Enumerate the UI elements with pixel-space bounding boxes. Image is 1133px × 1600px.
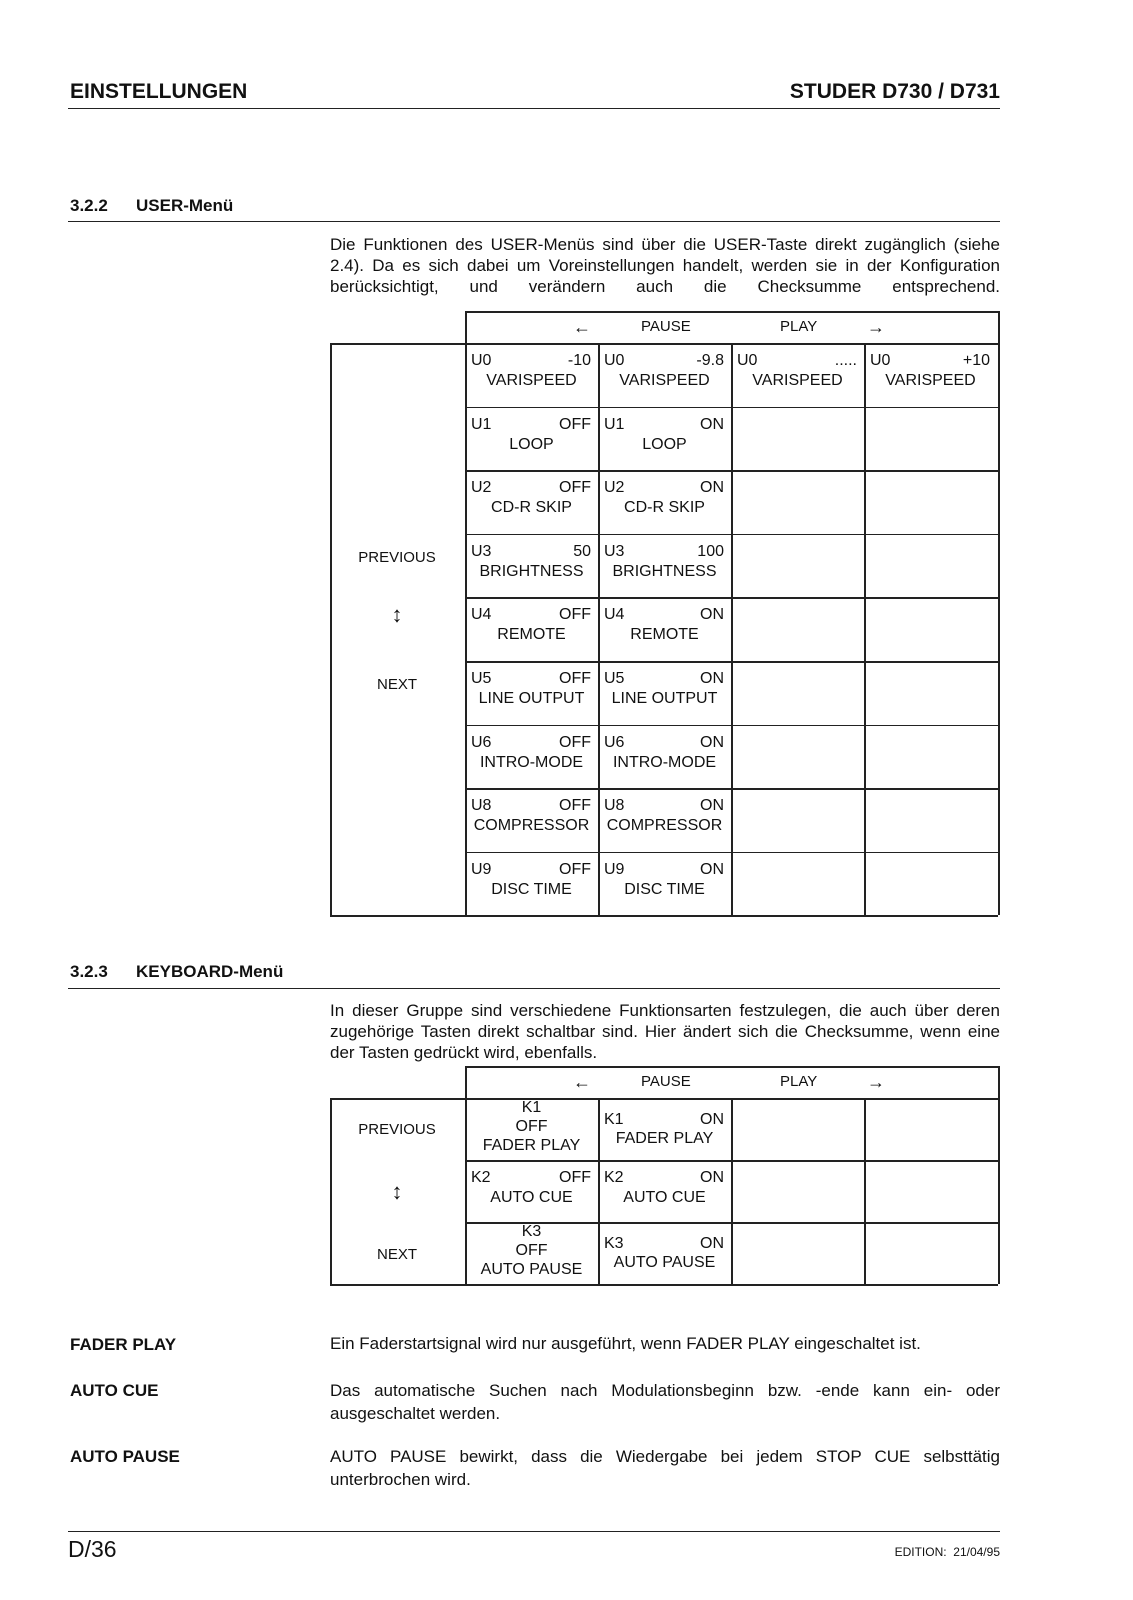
cell-value: ON — [700, 670, 724, 687]
definition-text-auto-pause: AUTO PAUSE bewirkt, dass die Wiedergabe bei jedem STOP CUE selbsttätig unterbrochen wird. — [330, 1447, 1000, 1489]
keyboard-nav-left-arrow: ← — [573, 1072, 591, 1092]
cell-value: OFF — [515, 1242, 548, 1259]
user-nav-pause-label: PAUSE — [641, 318, 691, 335]
definition-term-fader-play: FADER PLAY — [70, 1335, 177, 1354]
cell-function-name: COMPRESSOR — [606, 817, 723, 835]
header-left-title: EINSTELLUNGEN — [70, 80, 248, 103]
cell-function-name: AUTO PAUSE — [613, 1254, 716, 1271]
cell-code: K3 — [604, 1235, 624, 1252]
cell-value: OFF — [559, 860, 591, 878]
keyboard-table-bottom-border — [330, 1284, 998, 1286]
section-title-user: USER-Menü — [136, 196, 234, 215]
cell-value: +10 — [962, 352, 990, 369]
cell-code: U2 — [471, 479, 492, 497]
cell-function-name: BRIGHTNESS — [479, 562, 584, 580]
cell-code: K3 — [521, 1223, 542, 1240]
cell-code: U4 — [471, 606, 492, 624]
cell-code: U0 — [737, 352, 758, 369]
keyboard-header-top-border — [465, 1066, 998, 1068]
user-nav-play-label: PLAY — [780, 318, 818, 335]
keyboard-next-label: NEXT — [376, 1246, 417, 1263]
cell-function-name: BRIGHTNESS — [612, 562, 717, 580]
keyboard-on-cell — [598, 1222, 731, 1284]
cell-value: OFF — [559, 733, 591, 751]
cell-function-name: INTRO-MODE — [612, 753, 717, 771]
keyboard-updown-arrow-icon: ↕ — [391, 1179, 403, 1204]
cell-code: U2 — [604, 479, 625, 497]
cell-code: U8 — [604, 797, 625, 815]
cell-function-name: DISC TIME — [624, 880, 705, 898]
keyboard-on-cell — [598, 1160, 731, 1222]
cell-function-name: VARISPEED — [619, 372, 710, 389]
cell-code: U6 — [471, 733, 492, 751]
cell-code: U3 — [604, 542, 625, 560]
user-updown-arrow-icon: ↕ — [391, 602, 403, 627]
cell-function-name: FADER PLAY — [482, 1137, 581, 1154]
section-number-keyboard: 3.2.3 — [70, 962, 108, 981]
cell-value: 100 — [697, 542, 724, 560]
cell-value: ON — [700, 1235, 724, 1252]
cell-function-name: LINE OUTPUT — [611, 690, 718, 707]
user-nav-left-arrow: ← — [573, 317, 591, 337]
keyboard-intro-paragraph: In dieser Gruppe sind verschiedene Funktionsarten festzulegen, die auch über deren zugehörige Tasten direkt schaltbar sind. Hier ändert sich die Checksumme, wenn eine der Tasten gedrückt wird, ebenfalls. — [330, 1001, 1000, 1062]
cell-code: U1 — [604, 415, 625, 433]
cell-function-name: LOOP — [642, 435, 687, 453]
user-nav-right-arrow: → — [867, 317, 885, 337]
keyboard-off-cell — [465, 1222, 598, 1284]
cell-value: ON — [700, 606, 724, 624]
keyboard-nav-right-arrow: → — [867, 1072, 885, 1092]
cell-value: ON — [700, 479, 724, 497]
cell-function-name: COMPRESSOR — [473, 817, 590, 835]
cell-value: ON — [700, 733, 724, 751]
cell-value: OFF — [559, 797, 591, 815]
definition-text-auto-cue: Das automatische Suchen nach Modulationsbeginn bzw. -ende kann ein- oder ausgeschaltet werden. — [330, 1381, 1000, 1423]
cell-function-name: DISC TIME — [491, 880, 572, 898]
cell-value: OFF — [515, 1118, 548, 1135]
cell-code: K2 — [604, 1169, 624, 1186]
keyboard-nav-play-label: PLAY — [780, 1073, 818, 1090]
cell-function-name: FADER PLAY — [615, 1130, 714, 1147]
cell-value: ..... — [834, 352, 857, 369]
cell-code: U0 — [870, 352, 891, 369]
cell-function-name: AUTO CUE — [623, 1189, 706, 1206]
footer-edition — [895, 1545, 1000, 1559]
cell-function-name: LINE OUTPUT — [478, 690, 585, 707]
cell-value: OFF — [559, 606, 591, 624]
keyboard-nav-pause-label: PAUSE — [641, 1073, 691, 1090]
cell-function-name: AUTO PAUSE — [480, 1261, 583, 1278]
user-next-label: NEXT — [376, 676, 417, 693]
user-intro-paragraph: Die Funktionen des USER-Menüs sind über die USER-Taste direkt zugänglich (siehe 2.4). Da es sich dabei um Voreinstellungen handelt, werden sie in der Konfiguration berücksichtigt, und verändern auch die Checksumme entsprechend. — [330, 235, 1000, 296]
cell-function-name: LOOP — [509, 435, 554, 453]
cell-value: ON — [700, 415, 724, 433]
header-right-title: STUDER D730 / D731 — [789, 80, 1000, 103]
cell-function-name: VARISPEED — [752, 372, 843, 389]
user-previous-label: PREVIOUS — [358, 549, 436, 566]
cell-value: ON — [700, 1169, 724, 1186]
cell-code: U3 — [471, 542, 492, 560]
cell-code: U0 — [604, 352, 625, 369]
footer-page-number: D/36 — [68, 1536, 117, 1562]
cell-code: U6 — [604, 733, 625, 751]
cell-code: U5 — [471, 670, 492, 687]
cell-function-name: INTRO-MODE — [479, 753, 584, 771]
definition-term-auto-pause: AUTO PAUSE — [70, 1447, 180, 1466]
keyboard-on-cell — [598, 1098, 731, 1160]
footer-edition-label: EDITION: — [894, 1545, 947, 1559]
cell-value: ON — [700, 860, 724, 878]
cell-value: OFF — [559, 415, 591, 433]
cell-function-name: VARISPEED — [885, 372, 976, 389]
cell-code: U5 — [604, 670, 625, 687]
cell-function-name: REMOTE — [630, 626, 699, 644]
table-vline — [864, 1098, 866, 1284]
cell-value: 50 — [573, 542, 591, 560]
keyboard-table-right-border — [998, 1098, 1000, 1284]
table-vline — [731, 1098, 733, 1284]
cell-function-name: VARISPEED — [486, 372, 577, 389]
cell-function-name: AUTO CUE — [490, 1189, 573, 1206]
footer-rule — [68, 1531, 1000, 1532]
table-vline — [998, 1066, 1000, 1098]
cell-value: OFF — [559, 1169, 591, 1186]
definition-text-fader-play: Ein Faderstartsignal wird nur ausgeführt, wenn FADER PLAY eingeschaltet ist. — [330, 1334, 921, 1353]
keyboard-off-cell — [465, 1098, 598, 1160]
keyboard-previous-label: PREVIOUS — [358, 1121, 436, 1138]
cell-value: -10 — [567, 352, 591, 369]
footer-edition-date: 21/04/95 — [953, 1545, 1000, 1559]
cell-code: U8 — [471, 797, 492, 815]
cell-value: ON — [700, 1111, 724, 1128]
cell-value: -9.8 — [696, 352, 724, 369]
cell-code: K1 — [604, 1111, 624, 1128]
cell-function-name: CD-R SKIP — [491, 499, 572, 517]
definition-term-auto-cue: AUTO CUE — [70, 1381, 159, 1400]
cell-value: OFF — [559, 670, 591, 687]
cell-code: K2 — [471, 1169, 491, 1186]
cell-code: U9 — [604, 860, 625, 878]
cell-function-name: CD-R SKIP — [624, 499, 705, 517]
cell-function-name: REMOTE — [497, 626, 566, 644]
section-number-user: 3.2.2 — [70, 196, 108, 215]
cell-value: ON — [700, 797, 724, 815]
keyboard-off-cell — [465, 1160, 598, 1222]
cell-value: OFF — [559, 479, 591, 497]
table-vline — [465, 1066, 467, 1098]
cell-code: U0 — [471, 352, 492, 369]
cell-code: U1 — [471, 415, 492, 433]
cell-code: U4 — [604, 606, 625, 624]
cell-code: K1 — [521, 1099, 542, 1116]
cell-code: U9 — [471, 860, 492, 878]
section-title-keyboard: KEYBOARD-Menü — [136, 962, 284, 981]
